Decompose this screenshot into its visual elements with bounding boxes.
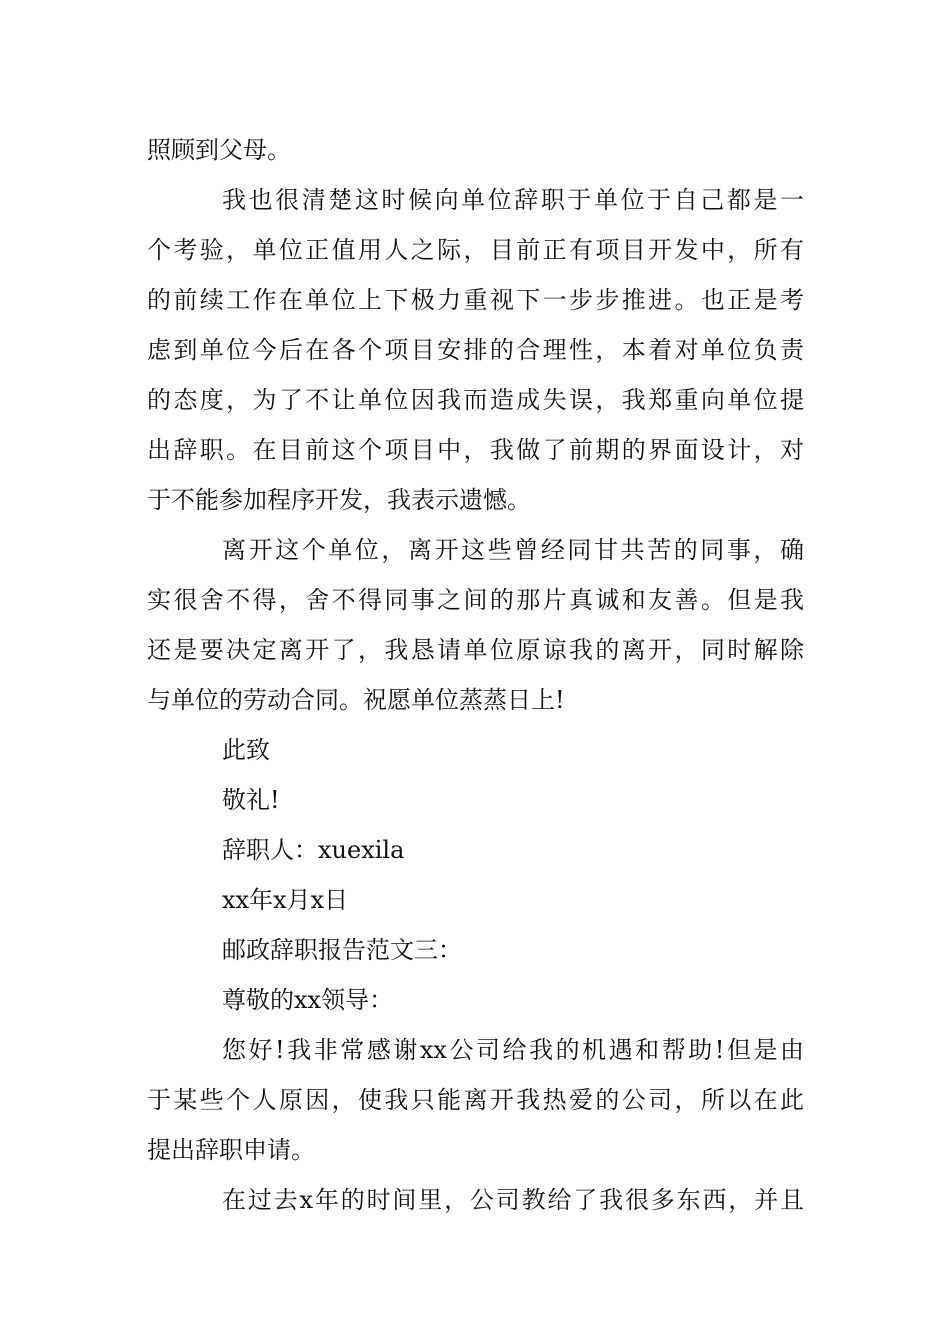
text-line: 与单位的劳动合同。祝愿单位蒸蒸日上! — [147, 686, 565, 714]
signature-line: 辞职人：xuexila — [222, 836, 405, 864]
text-line: 个考验，单位正值用人之际，目前正有项目开发中，所有 — [147, 236, 804, 264]
date-line: xx年x月x日 — [222, 886, 349, 914]
section-heading: 邮政辞职报告范文三： — [222, 936, 462, 964]
text-line: 的态度，为了不让单位因我而造成失误，我郑重向单位提 — [147, 386, 804, 414]
text-line: 于不能参加程序开发，我表示遗憾。 — [147, 486, 531, 514]
text-line: 的前续工作在单位上下极力重视下一步步推进。也正是考 — [147, 286, 804, 314]
salutation-line: 此致 — [222, 736, 270, 764]
text-line: 照顾到父母。 — [147, 136, 291, 164]
greeting-line: 尊敬的xx领导： — [222, 986, 394, 1014]
text-line: 还是要决定离开了，我恳请单位原谅我的离开，同时解除 — [147, 636, 804, 664]
paragraph-first-line: 在过去x年的时间里，公司教给了我很多东西，并且 — [222, 1186, 804, 1214]
paragraph-first-line: 您好!我非常感谢xx公司给我的机遇和帮助!但是由 — [222, 1036, 804, 1064]
paragraph-first-line: 离开这个单位，离开这些曾经同甘共苦的同事，确 — [222, 536, 804, 564]
text-line: 于某些个人原因，使我只能离开我热爱的公司，所以在此 — [147, 1086, 804, 1114]
text-line: 虑到单位今后在各个项目安排的合理性，本着对单位负责 — [147, 336, 804, 364]
salutation-line: 敬礼! — [222, 786, 280, 814]
paragraph-first-line: 我也很清楚这时候向单位辞职于单位于自己都是一 — [222, 186, 804, 214]
text-line: 实很舍不得，舍不得同事之间的那片真诚和友善。但是我 — [147, 586, 804, 614]
text-line: 提出辞职申请。 — [147, 1136, 315, 1164]
text-line: 出辞职。在目前这个项目中，我做了前期的界面设计，对 — [147, 436, 804, 464]
